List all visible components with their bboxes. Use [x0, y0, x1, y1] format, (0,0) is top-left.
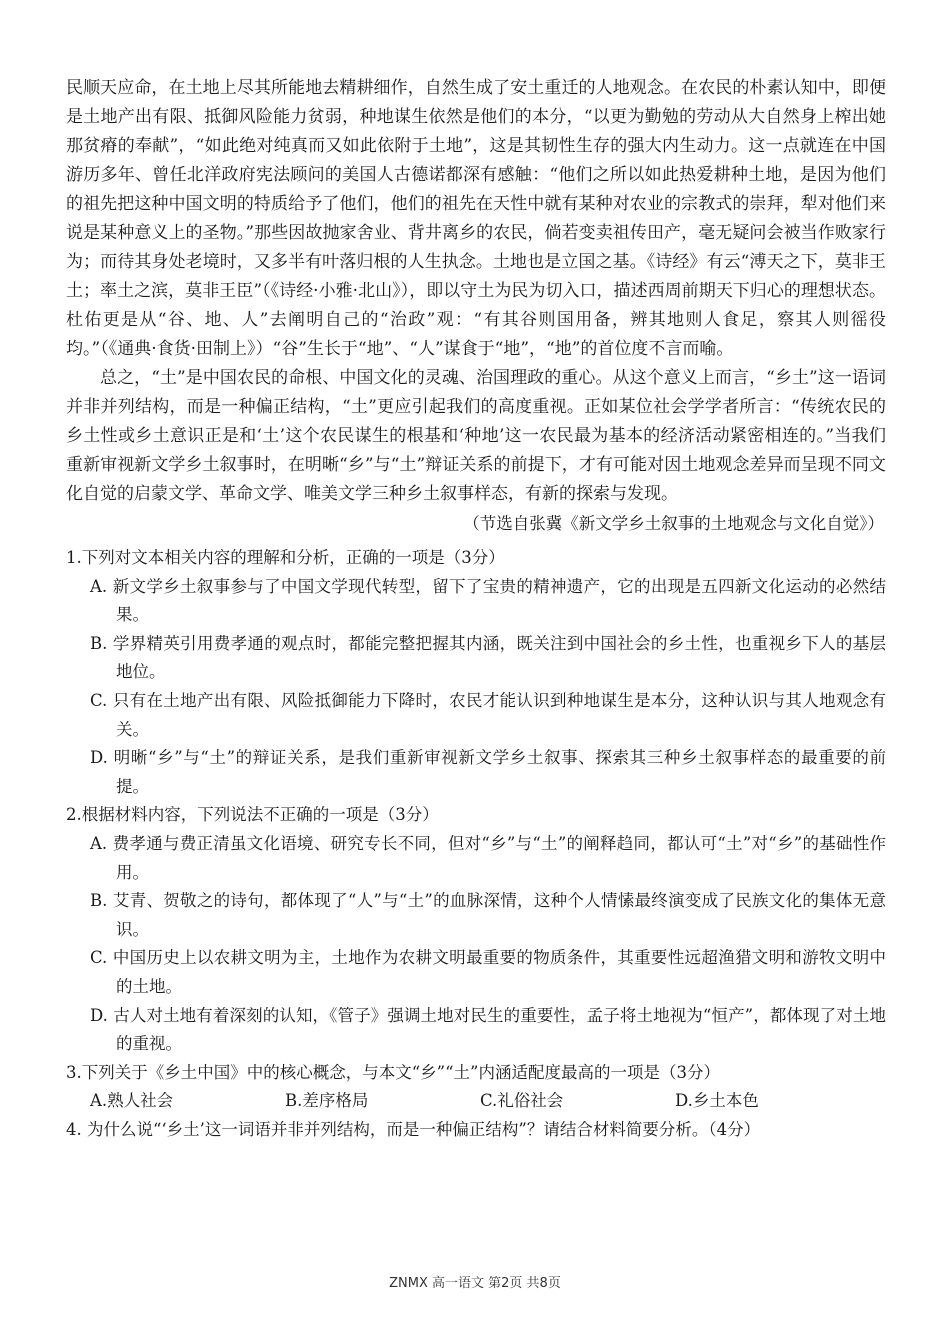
reading-passage	[66, 74, 886, 1144]
option-b: B.差序格局	[285, 1091, 369, 1111]
option-b: B. 学界精英引用费孝通的观点时，都能完整把握其内涵，既关注到中国社会的乡土性，也重视乡下人的基层地位。	[90, 633, 886, 682]
question-1	[66, 544, 886, 801]
question-stem: 4. 为什么说“‘乡土’这一词语并非并列结构，而是一种偏正结构”？请结合材料简要分析。（4分）	[66, 1119, 761, 1139]
option-d: D. 古人对土地有着深刻的认知，《管子》强调土地对民生的重要性，孟子将土地视为“恒产”，都体现了对土地的重视。	[90, 1005, 886, 1054]
option-c: C. 只有在土地产出有限、风险抵御能力下降时，农民才能认识到种地谋生是本分，这种认识与其人地观念有关。	[90, 690, 886, 739]
question-stem: 1.下列对文本相关内容的理解和分析，正确的一项是（3分）	[66, 548, 505, 567]
option-c: C.礼俗社会	[480, 1091, 564, 1111]
question-list	[66, 544, 886, 1144]
option-a: A. 新文学乡土叙事参与了中国文学现代转型，留下了宝贵的精神遗产，它的出现是五四新文化运动的必然结果。	[90, 576, 886, 625]
question-2	[66, 801, 886, 1058]
option-a: A.熟人社会	[90, 1091, 174, 1111]
passage-paragraph: 民顺天应命，在土地上尽其所能地去精耕细作，自然生成了安土重迁的人地观念。在农民的朴素认知中，即便是土地产出有限、抵御风险能力贫弱，种地谋生依然是他们的本分，“以更为勤勉的劳动从大自然身上榨出她那贫瘠的奉献”，“如此绝对纯真而又如此依附于土地”，这是其韧性生存的强大内生动力。这一点就连在中国游历多年、曾任北洋政府宪法顾问的美国人古德诺都深有感触：“他们之所以如此热爱耕种土地，是因为他们的祖先把这种中国文明的特质给予了他们，他们的祖先在天性中就有某种对农业的宗教式的崇拜，犁对他们来说是某种意义上的圣物。”那些因故抛家舍业、背井离乡的农民，倘若变卖祖传田产，毫无疑问会被当作败家行为；而待其身处老境时，又多半有叶落归根的人生执念。土地也是立国之基。《诗经》有云“溥天之下，莫非王土；率土之滨，莫非王臣”（《诗经·小雅·北山》），即以守土为民为切入口，描述西周前期天下归心的理想状态。杜佑更是从“谷、地、人”去阐明自己的“治政”观：“有其谷则国用备，辨其地则人食足，察其人则徭役均。”（《通典·食货·田制上》）“谷”生长于“地”、“人”谋食于“地”，“地”的首位度不言而喻。	[66, 78, 886, 359]
option-d: D.乡土本色	[675, 1091, 759, 1111]
option-d: D. 明晰“乡”与“土”的辩证关系，是我们重新审视新文学乡土叙事、探索其三种乡土叙事样态的最重要的前提。	[90, 748, 886, 796]
question-3	[66, 1059, 886, 1116]
passage-paragraph: 总之，“土”是中国农民的命根、中国文化的灵魂、治国理政的重心。从这个意义上而言，“乡土”这一语词并非并列结构，而是一种偏正结构，“土”更应引起我们的高度重视。正如某位社会学学者所言：“传统农民的乡土性或乡土意识正是和‘土’这个农民谋生的根基和‘种地’这一农民最为基本的经济活动紧密相连的。”当我们重新审视新文学乡土叙事时，在明晰“乡”与“土”辩证关系的前提下，才有可能对因土地观念差异而呈现不同文化自觉的启蒙文学、革命文学、唯美文学三种乡土叙事样态，有新的探索与发现。	[66, 368, 886, 504]
inline-options	[66, 1087, 886, 1116]
option-a: A. 费孝通与费正清虽文化语境、研究专长不同，但对“乡”与“土”的阐释趋同，都认可“土”对“乡”的基础性作用。	[90, 833, 886, 882]
option-c: C. 中国历史上以农耕文明为主，土地作为农耕文明最重要的物质条件，其重要性远超渔猎文明和游牧文明中的土地。	[90, 948, 886, 996]
option-b: B. 艾青、贺敬之的诗句，都体现了“人”与“土”的血脉深情，这种个人情愫最终演变成了民族文化的集体无意识。	[90, 891, 886, 939]
question-4	[66, 1116, 886, 1145]
page-footer: ZNMX 高一语文 第2页 共8页	[389, 1276, 561, 1291]
question-stem: 2.根据材料内容，下列说法不正确的一项是（3分）	[66, 805, 439, 825]
question-stem: 3.下列关于《乡土中国》中的核心概念，与本文“乡”“土”内涵适配度最高的一项是（3分）	[66, 1062, 720, 1082]
passage-source: （节选自张冀《新文学乡土叙事的土地观念与文化自觉》）	[463, 514, 884, 533]
